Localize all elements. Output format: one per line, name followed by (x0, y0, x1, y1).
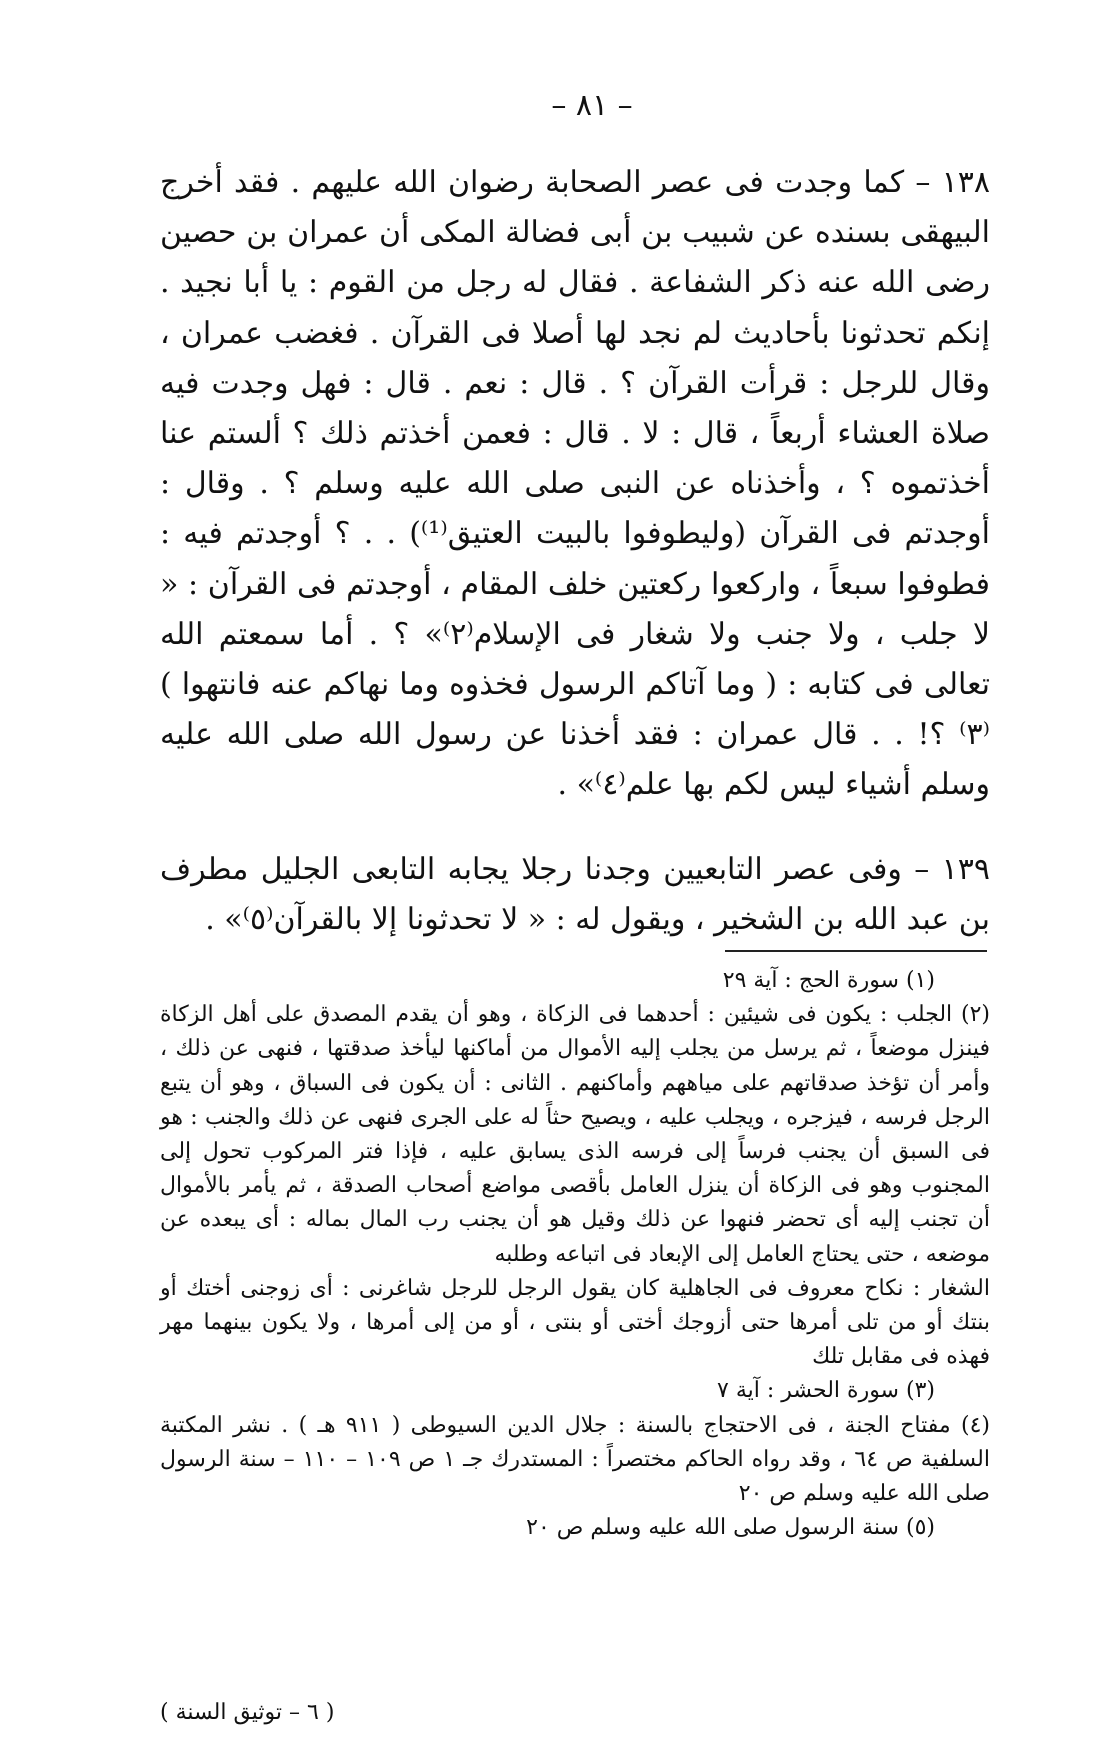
footnote-2: (٢) الجلب : يكون فى شيئين : أحدهما فى الزكاة ، وهو أن يقدم المصدق على أهل الزكاة فينزل موضعاً ، ثم يرسل من يجلب إليه الأموال من أماكنها ليأخذ صدقتها ، فنهى عن ذلك ، وأمر أن تؤخذ صدقاتهم على مياههم وأماكنهم . الثانى : أن يكون فى السباق ، وهو أن يتبع الرجل فرسه ، فيزجره ، ويجلب عليه ، ويصيح حثاً له على الجرى فنهى عن ذلك والجنب : هو فى السبق أن يجنب فرساً إلى فرسه الذى يسابق عليه ، فإذا فتر المركوب تحول إلى المجنوب وهو فى الزكاة أن ينزل العامل بأقصى مواضع أصحاب الصدقة ، ثم يأمر بالأموال أن تجنب إليه أى تحضر فنهوا عن ذلك وقيل هو أن يجنب رب المال بماله : أى يبعده عن موضعه ، حتى يحتاج العامل إلى الإبعاد فى اتباعه وطلبه (160, 1002, 990, 1267)
footer-signature-label: ( ٦ – توثيق السنة ) (160, 1700, 335, 1725)
footnote-4: (٤) مفتاح الجنة ، فى الاحتجاج بالسنة : جلال الدين السيوطى ( ٩١١ هـ ) . نشر المكتبة السلفية ص ٦٤ ، وقد رواه الحاكم مختصراً : المستدرك جـ ١ ص ١٠٩ – ١١٠ – سنة الرسول صلى الله عليه وسلم ص ٢٠ (160, 1412, 991, 1507)
footnote-3: (٣) سورة الحشر : آية ٧ (717, 1378, 935, 1404)
footnotes (160, 964, 990, 1545)
footnote-separator (725, 950, 987, 952)
footnote-5: (٥) سنة الرسول صلى الله عليه وسلم ص ٢٠ (526, 1515, 935, 1541)
paragraph-139: ١٣٩ – وفى عصر التابعيين وجدنا رجلا يجابه التابعى الجليل مطرف بن عبد الله بن الشخير ، ويقول له : « لا تحدثونا إلا بالقرآن⁽٥⁾» . (160, 851, 990, 937)
footnote-1: (١) سورة الحج : آية ٢٩ (722, 968, 935, 993)
paragraph-138: ١٣٨ – كما وجدت فى عصر الصحابة رضوان الله عليهم . فقد أخرج البيهقى بسنده عن شبيب بن أبى فضالة المكى أن عمران بن حصين رضى الله عنه ذكر الشفاعة . فقال له رجل من القوم : يا أبا نجيد . إنكم تحدثونا بأحاديث لم نجد لها أصلا فى القرآن . فغضب عمران ، وقال للرجل : قرأت القرآن ؟ . قال : نعم . قال : فهل وجدت فيه صلاة العشاء أربعاً ، قال : لا . قال : فعمن أخذتم ذلك ؟ ألستم عنا أخذتموه ؟ ، وأخذناه عن النبى صلى الله عليه وسلم ؟ . وقال : أوجدتم فى القرآن (وليطوفوا بالبيت العتيق⁽¹⁾) . . ؟ أوجدتم فيه : فطوفوا سبعاً ، واركعوا ركعتين خلف المقام ، أوجدتم فى القرآن : « لا جلب ، ولا جنب ولا شغار فى الإسلام⁽٢⁾» ؟ . أما سمعتم الله تعالى فى كتابه : ( وما آتاكم الرسول فخذوه وما نهاكم عنه فانتهوا )⁽٣⁾ ؟! . . قال عمران : فقد أخذنا عن رسول الله صلى الله عليه وسلم أشياء ليس لكم بها علم⁽٤⁾» . (160, 165, 990, 803)
footnote-2-continued: الشغار : نكاح معروف فى الجاهلية كان يقول الرجل للرجل شاغرنى : أى زوجنى أختك أو بنتك أو من تلى أمرها حتى أزوجك أختى أو بنتى ، أو من إلى أمرها ، ولا يكون بينهما مهر فهذه فى مقابل تلك (160, 1275, 990, 1370)
page-number: – ٨١ – (551, 88, 633, 123)
main-text (160, 158, 990, 945)
